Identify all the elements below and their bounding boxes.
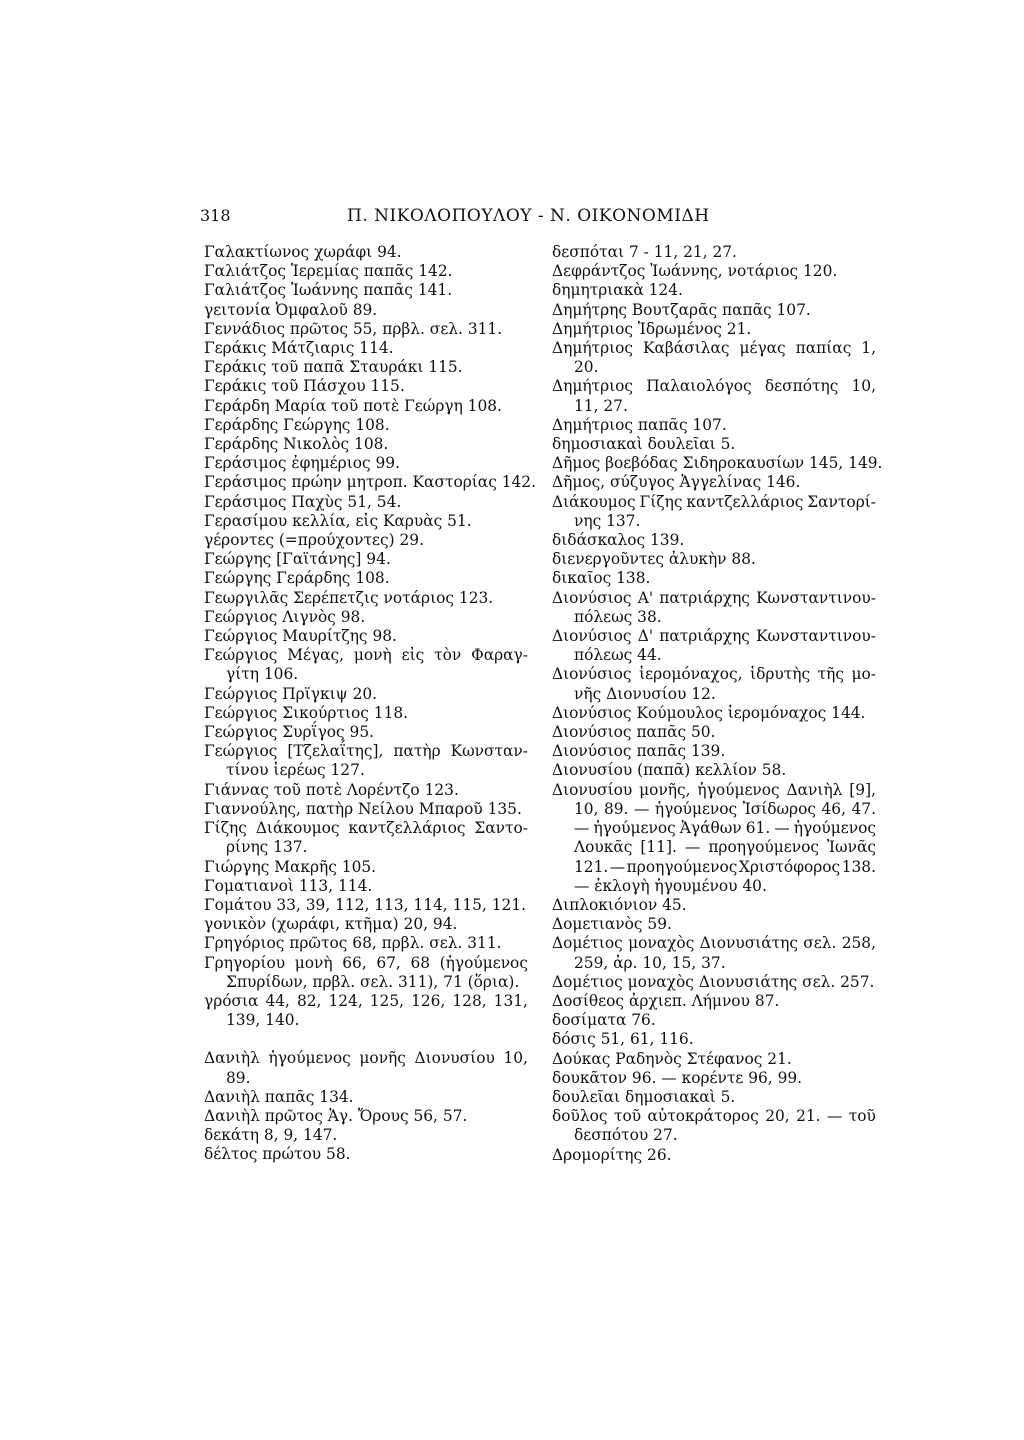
index-entry-line: Δούκας Ραδηνὸς Στέφανος 21.	[552, 1049, 792, 1068]
page-number: 318	[200, 206, 231, 225]
index-entry-line: δημοσιακαὶ δουλεῖαι 5.	[552, 435, 736, 454]
index-entry-line: δέλτος πρώτου 58.	[204, 1145, 351, 1164]
index-entry	[552, 896, 876, 915]
index-entry	[204, 608, 528, 627]
index-entry	[204, 358, 528, 377]
index-entry-line: δοσίματα 76.	[552, 1011, 656, 1030]
index-entry	[552, 589, 876, 627]
index-entry	[204, 1145, 528, 1164]
index-entry-line: Γεράρδη Μαρία τοῦ ποτὲ Γεώργη 108.	[204, 396, 502, 415]
index-entry-line: Δανιὴλ ἡγούμενος μονῆς Διονυσίου 10,	[204, 1049, 528, 1068]
index-entry	[552, 281, 876, 300]
index-entry-line: Γερασίμου κελλία, εἰς Καρυὰς 51.	[204, 511, 472, 530]
index-entry	[204, 781, 528, 800]
index-entry	[552, 1088, 876, 1107]
index-entry	[552, 454, 883, 473]
index-entry	[552, 1050, 876, 1069]
index-entry-line: Γεώργιος Σικούρτιος 118.	[204, 703, 409, 722]
index-entry	[204, 589, 528, 608]
index-entry	[204, 473, 536, 492]
index-entry-line: Γεώργιος Μαυρίτζης 98.	[204, 627, 397, 646]
index-entry	[552, 723, 876, 742]
index-entry-line: ρίνης 137.	[226, 838, 308, 857]
index-entry-line: Διονύσιος Α' πατριάρχης Κωνσταντινου-	[552, 588, 876, 607]
index-entry-line: Δῆμος, σύζυγος Ἀγγελίνας 146.	[552, 473, 801, 492]
index-entry-line: Γεράσιμος Παχὺς 51, 54.	[204, 492, 402, 511]
index-entry-line: δημητριακὰ 124.	[552, 281, 683, 300]
index-entry	[204, 531, 528, 550]
index-entry-line: Γομάτου 33, 39, 112, 113, 114, 115, 121.	[204, 895, 527, 914]
index-entry-line: δουκᾶτον 96. — κορέντε 96, 99.	[552, 1068, 803, 1087]
index-entry	[204, 512, 528, 531]
index-entry	[552, 915, 876, 934]
index-entry	[204, 1126, 528, 1145]
index-entry	[204, 454, 528, 473]
index-entry-line: Γοματιανοὶ 113, 114.	[204, 876, 373, 895]
index-entry	[552, 262, 876, 281]
index-entry-line: δεκάτη 8, 9, 147.	[204, 1126, 338, 1145]
index-entry	[552, 531, 876, 550]
index-entry	[552, 473, 876, 492]
index-entry-line: Γιαννούλης, πατὴρ Νείλου Μπαροῦ 135.	[204, 799, 522, 818]
index-entry	[204, 915, 528, 934]
index-entry-line: τίνου ἱερέως 127.	[226, 761, 365, 780]
index-entry-line: Γαλακτίωνος χωράφι 94.	[204, 243, 402, 261]
index-entry-line: Διονυσίου μονῆς, ἡγούμενος Δανιὴλ [9],	[552, 780, 876, 799]
index-entry	[204, 934, 528, 953]
index-entry-line: 259, ἀρ. 10, 15, 37.	[574, 953, 726, 972]
index-entry-line: νῆς Διονυσίου 12.	[574, 684, 716, 703]
index-entry-line: 121. — προηγούμενος Χριστόφορος 138.	[574, 857, 876, 876]
index-entry-line: Δεφράντζος Ἰωάννης, νοτάριος 120.	[552, 262, 838, 281]
index-entry-line: Διονύσιος ἱερομόναχος, ἱδρυτὴς τῆς μο-	[552, 665, 876, 684]
index-entry-line: Γεώργιος [Τζελαΐτης], πατὴρ Κωνσταν-	[204, 742, 528, 761]
index-entry-line: δοῦλος τοῦ αὐτοκράτορος 20, 21. — τοῦ	[552, 1107, 876, 1126]
index-entry-line: γρόσια 44, 82, 124, 125, 126, 128, 131,	[204, 991, 528, 1010]
index-entry	[552, 665, 876, 703]
index-entry-line: Γεννάδιος πρῶτος 55, πρβλ. σελ. 311.	[204, 319, 503, 338]
index-entry	[552, 973, 876, 992]
index-entry	[204, 819, 528, 857]
index-entry-line: Γεώργης Γεράρδης 108.	[204, 569, 390, 588]
index-entry	[552, 1011, 876, 1030]
index-entry-line: — ἡγούμενος Ἀγάθων 61. — ἡγούμενος	[574, 819, 876, 838]
index-entry-line: δικαῖος 138.	[552, 569, 651, 588]
index-entry-line: Δημήτριος Καβάσιλας μέγας παπίας 1,	[552, 339, 876, 358]
index-entry-line: 89.	[226, 1068, 251, 1087]
index-entry	[204, 1049, 528, 1087]
index-entry	[204, 800, 528, 819]
index-entry	[204, 569, 528, 588]
index-entry	[204, 646, 528, 684]
index-entry-line: Δημήτριος Παλαιολόγος δεσπότης 10,	[552, 377, 876, 396]
index-entry	[552, 742, 876, 761]
index-entry-line: Δομετιανὸς 59.	[552, 915, 672, 934]
index-entry-line: Γεράσιμος ἐφημέριος 99.	[204, 454, 400, 473]
page-header	[200, 206, 880, 230]
index-entry	[552, 1146, 876, 1165]
index-entry-line: Δρομορίτης 26.	[552, 1145, 672, 1164]
index-entry-line: νης 137.	[574, 511, 641, 530]
index-entry-line: Γιώργης Μακρῆς 105.	[204, 857, 377, 876]
index-entry	[552, 1069, 876, 1088]
index-entry	[552, 416, 876, 435]
index-entry-line: δόσις 51, 61, 116.	[552, 1030, 694, 1049]
index-entry-line: δουλεῖαι δημοσιακαὶ 5.	[552, 1087, 736, 1106]
index-entry	[204, 742, 528, 780]
index-entry	[552, 627, 876, 665]
index-entry	[204, 627, 528, 646]
index-entry	[204, 377, 528, 396]
index-entry-line: Δημήτριος παπᾶς 107.	[552, 415, 727, 434]
index-entry-line: Δημήτριος Ἱδρωμένος 21.	[552, 319, 752, 338]
index-entry	[204, 704, 528, 723]
index-entry	[204, 281, 528, 300]
index-entry-line: Γεράσιμος πρώην μητροπ. Καστορίας 142.	[204, 473, 536, 492]
index-entry	[204, 877, 528, 896]
index-entry-line: Γαλιάτζος Ἰωάννης παπᾶς 141.	[204, 281, 453, 300]
index-entry	[204, 262, 528, 281]
index-entry-line: πόλεως 38.	[574, 607, 662, 626]
index-entry-line: Διονύσιος παπᾶς 139.	[552, 742, 726, 761]
index-entry	[552, 781, 876, 896]
index-entry-line: Γίζης Διάκουμος καντζελλάριος Σαντο-	[204, 819, 528, 838]
index-entry	[552, 992, 876, 1011]
index-entry	[204, 397, 528, 416]
index-entry-line: Γεωργιλᾶς Σερέπετζις νοτάριος 123.	[204, 588, 494, 607]
index-entry-line: Διονύσιος Κούμουλος ἱερομόναχος 144.	[552, 703, 866, 722]
index-entry	[552, 301, 876, 320]
index-entry-line: Γρηγόριος πρῶτος 68, πρβλ. σελ. 311.	[204, 934, 502, 953]
index-entry-line: δεσπόται 7 - 11, 21, 27.	[552, 243, 737, 261]
index-entry	[552, 493, 876, 531]
index-entry	[204, 685, 528, 704]
index-column-right	[552, 243, 883, 1165]
index-entry	[204, 550, 528, 569]
index-entry	[552, 1107, 876, 1145]
index-entry-line: πόλεως 44.	[574, 646, 662, 665]
index-entry	[552, 704, 876, 723]
index-entry	[552, 243, 876, 262]
index-entry-line: γίτη 106.	[226, 665, 299, 684]
index-entry	[204, 858, 528, 877]
index-entry	[204, 896, 528, 915]
index-entry-line: διενεργοῦντες ἀλυκὴν 88.	[552, 550, 756, 569]
index-entry-line: Διάκουμος Γίζης καντζελλάριος Σαντορί-	[552, 492, 876, 511]
index-entry-line: γέροντες (=προύχοντες) 29.	[204, 531, 424, 550]
index-entry-line: Γιάννας τοῦ ποτὲ Λορέντζο 123.	[204, 780, 459, 799]
index-entry-line: Γεώργης [Γαϊτάνης] 94.	[204, 550, 391, 569]
index-entry	[204, 1088, 528, 1107]
index-entry	[204, 416, 528, 435]
index-entry-line: Διονύσιος Δ' πατριάρχης Κωνσταντινου-	[552, 627, 876, 646]
index-entry-line: διδάσκαλος 139.	[552, 531, 685, 550]
index-entry-line: Γεράκις τοῦ παπᾶ Σταυράκι 115.	[204, 358, 463, 377]
section-gap	[204, 1030, 528, 1049]
index-entry	[552, 435, 876, 454]
index-entry-line: Σπυρίδων, πρβλ. σελ. 311), 71 (ὅρια).	[226, 972, 520, 991]
index-entry-line: Γρηγορίου μονὴ 66, 67, 68 (ἡγούμενος	[204, 953, 528, 972]
index-entry-line: Δανιὴλ πρῶτος Ἁγ. Ὄρους 56, 57.	[204, 1106, 468, 1125]
index-entry	[204, 493, 528, 512]
index-entry-line: Γεράρδης Γεώργης 108.	[204, 415, 390, 434]
index-entry-line: Γαλιάτζος Ἱερεμίας παπᾶς 142.	[204, 262, 453, 281]
index-entry-line: Δοσίθεος ἀρχιεπ. Λήμνου 87.	[552, 991, 780, 1010]
index-entry	[552, 1030, 876, 1049]
index-entry	[204, 320, 528, 339]
index-entry-line: Δομέτιος μοναχὸς Διονυσιάτης σελ. 258,	[552, 934, 876, 953]
index-entry	[204, 435, 528, 454]
index-entry	[552, 320, 876, 339]
index-entry	[204, 1107, 528, 1126]
index-entry-line: Γεώργιος Λιγνὸς 98.	[204, 607, 366, 626]
index-entry-line: γειτονία Ὀμφαλοῦ 89.	[204, 300, 378, 319]
index-entry-line: γονικὸν (χωράφι, κτῆμα) 20, 94.	[204, 915, 458, 934]
index-entry-line: Γεώργιος Συρΐγος 95.	[204, 723, 375, 742]
index-entry	[552, 550, 876, 569]
index-entry-line: — ἐκλογὴ ἡγουμένου 40.	[574, 876, 767, 895]
index-entry	[204, 339, 528, 358]
index-entry	[552, 934, 876, 972]
index-entry-line: Λουκᾶς [11]. — προηγούμενος Ἰωνᾶς	[574, 838, 876, 857]
index-entry-line: Δῆμος βοεβόδας Σιδηροκαυσίων 145, 149.	[552, 454, 883, 473]
index-entry-line: Γεράκις Μάτζιαρις 114.	[204, 339, 394, 358]
index-entry-line: 20.	[574, 358, 599, 377]
index-entry-line: Δημήτρης Βουτζαρᾶς παπᾶς 107.	[552, 300, 811, 319]
index-entry-line: Δομέτιος μοναχὸς Διονυσιάτης σελ. 257.	[552, 972, 875, 991]
index-entry	[552, 569, 876, 588]
index-entry	[552, 339, 876, 377]
index-entry-line: Διονύσιος παπᾶς 50.	[552, 723, 716, 742]
index-entry-line: 11, 27.	[574, 396, 628, 415]
index-entry-line: Δανιὴλ παπᾶς 134.	[204, 1087, 354, 1106]
index-entry-line: 10, 89. — ἡγούμενος Ἰσίδωρος 46, 47.	[574, 799, 876, 818]
index-entry	[204, 992, 528, 1030]
index-column-left	[204, 243, 536, 1165]
index-entry-line: Διονυσίου (παπᾶ) κελλίον 58.	[552, 761, 787, 780]
index-entry-line: δεσπότου 27.	[574, 1126, 678, 1145]
running-title: Π. ΝΙΚΟΛΟΠΟΥΛΟΥ - Ν. ΟΙΚΟΝΟΜΙΔΗ	[347, 206, 710, 226]
index-entry	[204, 301, 528, 320]
index-entry-line: Γεράκις τοῦ Πάσχου 115.	[204, 377, 405, 396]
index-entry-line: 139, 140.	[226, 1011, 300, 1030]
index-entry-line: Γεράρδης Νικολὸς 108.	[204, 435, 389, 454]
index-entry	[552, 761, 876, 780]
index-entry	[204, 243, 528, 262]
index-entry-line: Γεώργιος Μέγας, μονὴ εἰς τὸν Φαραγ-	[204, 646, 528, 665]
index-entry	[204, 954, 528, 992]
index-entry	[204, 723, 528, 742]
index-entry	[552, 377, 876, 415]
index-entry-line: Γεώργιος Πρϊγκιψ 20.	[204, 684, 378, 703]
index-entry-line: Διπλοκιόνιον 45.	[552, 895, 687, 914]
